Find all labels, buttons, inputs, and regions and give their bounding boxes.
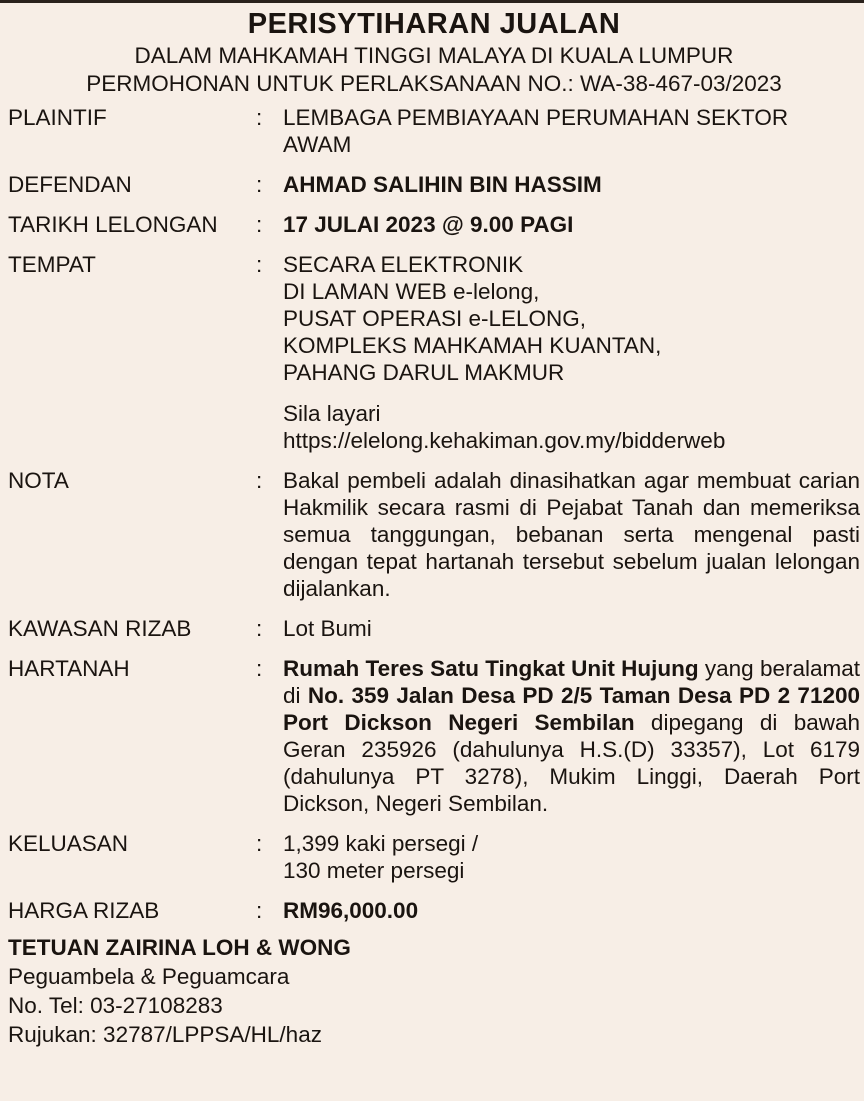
sale-notice (8, 6, 860, 1049)
auction-url: https://elelong.kehakiman.gov.my/bidderweb (283, 428, 726, 453)
property-address: No. 359 Jalan Desa PD 2/5 Taman Desa PD 2 71200 Port Dickson Negeri Sembilan (283, 683, 861, 735)
kawasan-label: KAWASAN RIZAB (8, 616, 192, 641)
firm-name: TETUAN ZAIRINA LOH & WONG (8, 935, 351, 960)
plaintif-value (283, 104, 860, 158)
tempat-line-4: KOMPLEKS MAHKAMAH KUANTAN, (283, 333, 662, 358)
law-firm-block (8, 933, 860, 1049)
row-keluasan (8, 830, 860, 884)
colon: : (256, 616, 263, 641)
plaintif-label: PLAINTIF (8, 105, 107, 130)
colon: : (256, 468, 263, 493)
court-name: DALAM MAHKAMAH TINGGI MALAYA DI KUALA LUMPUR (134, 43, 734, 68)
firm-reference: Rujukan: 32787/LPPSA/HL/haz (8, 1022, 322, 1047)
colon: : (256, 831, 263, 856)
details-list (8, 104, 860, 924)
keluasan-line-1: 1,399 kaki persegi / (283, 831, 479, 856)
tempat-line-2: DI LAMAN WEB e-lelong, (283, 279, 540, 304)
harga-value: RM96,000.00 (283, 898, 419, 923)
colon: : (256, 898, 263, 923)
plaintif-line-2: AWAM (283, 132, 352, 157)
tarikh-value: 17 JULAI 2023 @ 9.00 PAGI (283, 212, 574, 237)
colon: : (256, 105, 263, 130)
tarikh-label: TARIKH LELONGAN (8, 212, 218, 237)
colon: : (256, 656, 263, 681)
row-plaintif (8, 104, 860, 158)
top-rule (0, 0, 864, 3)
property-type: Rumah Teres Satu Tingkat Unit Hujung (283, 656, 699, 681)
row-tempat (8, 251, 860, 454)
nota-label: NOTA (8, 468, 69, 493)
firm-role: Peguambela & Peguamcara (8, 964, 290, 989)
keluasan-line-2: 130 meter persegi (283, 858, 465, 883)
harga-label: HARGA RIZAB (8, 898, 160, 923)
plaintif-line-1: LEMBAGA PEMBIAYAAN PERUMAHAN SEKTOR (283, 105, 789, 130)
property-text-1: yang beralamat di (283, 656, 860, 708)
defendan-label: DEFENDAN (8, 172, 132, 197)
tempat-label: TEMPAT (8, 252, 96, 277)
tempat-value (283, 251, 860, 454)
application-number: PERMOHONAN UNTUK PERLAKSANAAN NO.: WA-38-467-03/2023 (86, 71, 782, 96)
nota-text: Bakal pembeli adalah dinasihatkan agar membuat carian Hakmilik secara rasmi di Pejabat Tanah dan memeriksa semua tanggungan, bebanan serta mengenal pasti dengan tepat hartanah tersebut sebelum jualan lelongan dijalankan. (283, 468, 860, 601)
visit-label: Sila layari (283, 401, 381, 426)
row-kawasan-rizab (8, 615, 860, 642)
colon: : (256, 252, 263, 277)
tempat-line-1: SECARA ELEKTRONIK (283, 252, 524, 277)
row-defendan (8, 171, 860, 198)
row-tarikh-lelongan (8, 211, 860, 238)
firm-telephone: No. Tel: 03-27108283 (8, 993, 223, 1018)
tempat-line-5: PAHANG DARUL MAKMUR (283, 360, 565, 385)
row-hartanah (8, 655, 860, 817)
colon: : (256, 212, 263, 237)
defendan-value: AHMAD SALIHIN BIN HASSIM (283, 172, 602, 197)
keluasan-value (283, 830, 860, 884)
row-harga-rizab (8, 897, 860, 924)
hartanah-label: HARTANAH (8, 656, 130, 681)
colon: : (256, 172, 263, 197)
tempat-line-3: PUSAT OPERASI e-LELONG, (283, 306, 587, 331)
kawasan-value: Lot Bumi (283, 616, 372, 641)
property-text-2: dipegang di bawah Geran 235926 (dahulunya H.S.(D) 33357), Lot 6179 (dahulunya PT 3278), Mukim Linggi, Daerah Port Dickson, Negeri Sembilan. (283, 710, 860, 816)
row-nota (8, 467, 860, 602)
hartanah-value (283, 655, 860, 817)
keluasan-label: KELUASAN (8, 831, 129, 856)
notice-title: PERISYTIHARAN JUALAN (247, 8, 621, 40)
